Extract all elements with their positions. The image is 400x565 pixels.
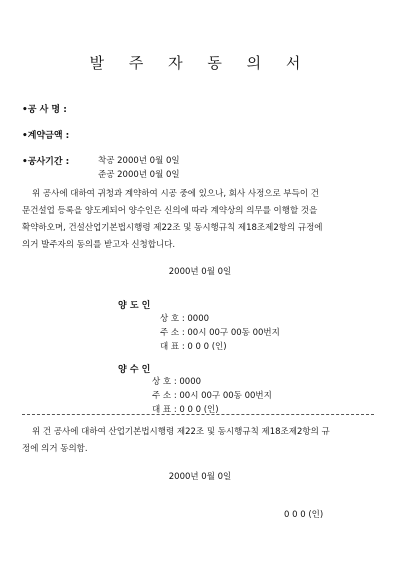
- paragraph-line: 위 공사에 대하여 귀청과 계약하여 시공 중에 있으나, 회사 사정으로 부득이 건: [32, 189, 319, 199]
- application-paragraph: [22, 186, 378, 254]
- construction-end-date: 준공 2000년 0월 0일: [98, 170, 180, 180]
- transferor-company: 상 호 : 0000: [160, 314, 210, 324]
- transferee-company: 상 호 : 0000: [152, 377, 202, 387]
- transferor-heading: 양 도 인: [118, 301, 151, 311]
- signature-line: 0 0 0 (인): [284, 510, 324, 520]
- transferor-address: 주 소 : 00시 00구 00동 00번지: [160, 328, 280, 338]
- paragraph-line: 위 건 공사에 대하여 산업기본법시행령 제22조 및 동시행규칙 제18조제2항의 규: [32, 427, 330, 437]
- contract-amount-label: •계약금액 :: [22, 131, 70, 141]
- transferor-representative: 대 표 : 0 0 0 (인): [160, 342, 227, 352]
- construction-period-label: •공사기간 :: [22, 157, 70, 167]
- section-divider: [22, 414, 374, 415]
- transferee-address: 주 소 : 00시 00구 00동 00번지: [152, 391, 272, 401]
- document-title: 발 주 자 동 의 서: [89, 54, 311, 72]
- transferee-representative: 대 표 : 0 0 0 (인): [152, 405, 219, 415]
- consent-paragraph: [22, 424, 378, 458]
- application-date: 2000년 0월 0일: [168, 267, 232, 277]
- paragraph-line: 의거 발주자의 동의를 받고자 신청합니다.: [22, 240, 176, 250]
- paragraph-line: 정에 의거 동의함.: [22, 444, 88, 454]
- transferee-heading: 양 수 인: [118, 365, 151, 375]
- construction-start-date: 착공 2000년 0월 0일: [98, 156, 180, 166]
- paragraph-line: 확약하오며, 건설산업기본법시행령 제22조 및 동시행규칙 제18조제2항의 규정에: [22, 223, 323, 233]
- paragraph-line: 문건설업 등록을 양도케되어 양수인은 신의에 따라 계약상의 의무를 이행할 것을: [22, 206, 318, 216]
- project-name-label: •공 사 명 :: [22, 105, 67, 115]
- consent-date: 2000년 0월 0일: [168, 472, 232, 482]
